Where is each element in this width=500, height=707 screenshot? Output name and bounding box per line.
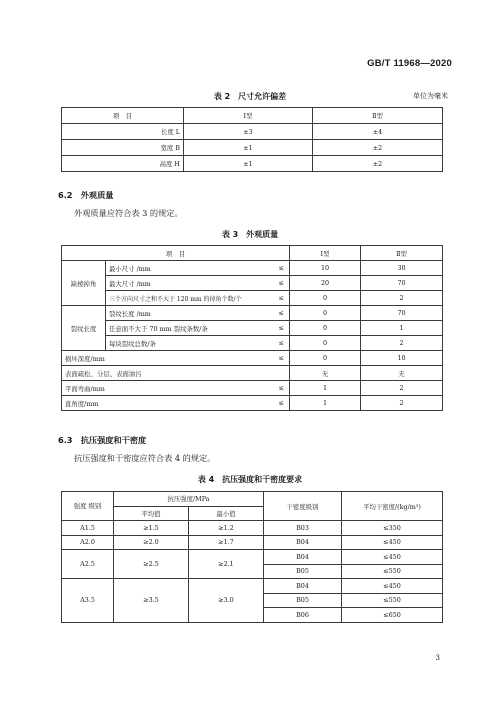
table-row bbox=[62, 321, 443, 336]
cell: 2 bbox=[361, 381, 443, 396]
table-row bbox=[62, 351, 443, 366]
cell: ≤450 bbox=[342, 550, 443, 565]
table-row bbox=[62, 336, 443, 351]
header-density-grade: 干密度级别 bbox=[264, 492, 342, 521]
row-label: 直角度/mm bbox=[62, 396, 274, 411]
grade-cell: A3.5 bbox=[62, 579, 114, 623]
cell: 2 bbox=[361, 396, 443, 411]
cell: ≤450 bbox=[342, 579, 443, 594]
cell: ≤550 bbox=[342, 593, 443, 608]
row-label: 平面弯曲/mm bbox=[62, 381, 274, 396]
cell: B06 bbox=[264, 608, 342, 623]
table2 bbox=[61, 107, 443, 172]
cell: ≤450 bbox=[342, 535, 443, 550]
section-6-3-heading: 6.3 抗压强度和干密度 bbox=[58, 435, 147, 445]
le-symbol: ≤ bbox=[274, 261, 290, 276]
section-6-3-text: 抗压强度和干密度应符合表 4 的规定。 bbox=[74, 453, 216, 463]
cell: ±4 bbox=[313, 124, 443, 140]
cell: 1 bbox=[361, 321, 443, 336]
table2-unit: 单位为毫米 bbox=[413, 92, 448, 100]
cell: 0 bbox=[290, 306, 361, 321]
le-symbol: ≤ bbox=[274, 336, 290, 351]
grade-cell: A2.5 bbox=[62, 550, 114, 579]
cell: ±1 bbox=[184, 156, 313, 172]
grade-cell: A2.0 bbox=[62, 535, 114, 550]
cell: ≤650 bbox=[342, 608, 443, 623]
row-label: 最小尺寸 /mm bbox=[106, 261, 274, 276]
table-row bbox=[62, 521, 443, 536]
cell: 20 bbox=[290, 276, 361, 291]
row-label: 裂纹长度 /mm bbox=[106, 306, 274, 321]
cell: 70 bbox=[361, 306, 443, 321]
cell: 10 bbox=[361, 351, 443, 366]
group-label: 缺棱掉角 bbox=[62, 261, 106, 306]
cell: ≥2.0 bbox=[114, 535, 189, 550]
le-symbol: ≤ bbox=[274, 306, 290, 321]
cell: 0 bbox=[290, 321, 361, 336]
cell: ≥3.0 bbox=[189, 579, 264, 623]
cell: B04 bbox=[264, 535, 342, 550]
cell: ≥3.5 bbox=[114, 579, 189, 623]
section-6-2-text: 外观质量应符合表 3 的规定。 bbox=[74, 208, 183, 218]
table-header-row bbox=[62, 246, 443, 261]
table-row bbox=[62, 579, 443, 594]
standard-number: GB/T 11968—2020 bbox=[367, 58, 452, 69]
row-label: 长度 L bbox=[62, 124, 184, 140]
header-min: 最小值 bbox=[189, 506, 264, 521]
cell: 30 bbox=[361, 261, 443, 276]
row-label: 最大尺寸 /mm bbox=[106, 276, 274, 291]
cell: ≥1.2 bbox=[189, 521, 264, 536]
cell: ≥1.7 bbox=[189, 535, 264, 550]
cell: 0 bbox=[290, 291, 361, 306]
grade-cell: A1.5 bbox=[62, 521, 114, 536]
header-avg: 平均值 bbox=[114, 506, 189, 521]
cell: B04 bbox=[264, 550, 342, 565]
table-row bbox=[62, 261, 443, 276]
table-header-row bbox=[62, 492, 443, 507]
table3 bbox=[61, 245, 443, 411]
le-symbol: ≤ bbox=[274, 351, 290, 366]
table-row bbox=[62, 291, 443, 306]
section-6-2-heading: 6.2 外观质量 bbox=[58, 190, 114, 200]
table-row bbox=[62, 535, 443, 550]
header-grade: 强度 级别 bbox=[62, 492, 114, 521]
table4-title: 表 4 抗压强度和干密度要求 bbox=[197, 475, 303, 484]
cell: 0 bbox=[290, 336, 361, 351]
header-cell: Ⅱ型 bbox=[313, 108, 443, 124]
table-row bbox=[62, 396, 443, 411]
header-cell: 项 目 bbox=[62, 108, 184, 124]
table-row bbox=[62, 276, 443, 291]
table-row bbox=[62, 140, 443, 156]
table-row bbox=[62, 366, 443, 381]
header-cell: Ⅰ型 bbox=[184, 108, 313, 124]
cell: ≥1.5 bbox=[114, 521, 189, 536]
table3-title: 表 3 外观质量 bbox=[221, 230, 279, 239]
table-header-row bbox=[62, 108, 443, 124]
le-symbol: ≤ bbox=[274, 321, 290, 336]
header-density-avg: 平均干密度/(kg/m³) bbox=[342, 492, 443, 521]
table-row bbox=[62, 381, 443, 396]
table-row bbox=[62, 124, 443, 140]
cell: 无 bbox=[361, 366, 443, 381]
table-row bbox=[62, 306, 443, 321]
le-symbol: ≤ bbox=[274, 381, 290, 396]
cell: 70 bbox=[361, 276, 443, 291]
cell: ±2 bbox=[313, 156, 443, 172]
cell: B05 bbox=[264, 564, 342, 579]
cell: ≥2.1 bbox=[189, 550, 264, 579]
row-label: 宽度 B bbox=[62, 140, 184, 156]
row-label: 每块裂纹总数/条 bbox=[106, 336, 274, 351]
table4 bbox=[61, 491, 443, 623]
cell: ≤350 bbox=[342, 521, 443, 536]
row-label: 高度 H bbox=[62, 156, 184, 172]
cell: ≤550 bbox=[342, 564, 443, 579]
cell: 1 bbox=[290, 381, 361, 396]
page-number: 3 bbox=[435, 654, 440, 662]
cell: B04 bbox=[264, 579, 342, 594]
cell: 10 bbox=[290, 261, 361, 276]
le-symbol: ≤ bbox=[274, 276, 290, 291]
row-label: 任意面不大于 70 mm 裂纹条数/条 bbox=[106, 321, 274, 336]
header-cell: 项 目 bbox=[62, 246, 290, 261]
cell: 0 bbox=[290, 351, 361, 366]
cell: 1 bbox=[290, 396, 361, 411]
header-cell: Ⅰ型 bbox=[290, 246, 361, 261]
row-label: 损坏深度/mm bbox=[62, 351, 274, 366]
cell: 2 bbox=[361, 336, 443, 351]
cell: 无 bbox=[290, 366, 361, 381]
table-row bbox=[62, 550, 443, 565]
cell: ±2 bbox=[313, 140, 443, 156]
header-cell: Ⅱ型 bbox=[361, 246, 443, 261]
table-row bbox=[62, 156, 443, 172]
cell: ±1 bbox=[184, 140, 313, 156]
cell: 2 bbox=[361, 291, 443, 306]
row-label: 三个方向尺寸之和不大于 120 mm 的掉角个数/个 bbox=[106, 291, 274, 306]
header-strength: 抗压强度/MPa bbox=[114, 492, 264, 507]
cell: ±3 bbox=[184, 124, 313, 140]
row-label: 表面疏松、分层、表面油污 bbox=[62, 366, 290, 381]
table2-title: 表 2 尺寸允许偏差 bbox=[213, 92, 287, 101]
cell: B03 bbox=[264, 521, 342, 536]
le-symbol: ≤ bbox=[274, 396, 290, 411]
le-symbol: ≤ bbox=[274, 291, 290, 306]
group-label: 裂纹长度 bbox=[62, 306, 106, 351]
cell: B05 bbox=[264, 593, 342, 608]
cell: ≥2.5 bbox=[114, 550, 189, 579]
